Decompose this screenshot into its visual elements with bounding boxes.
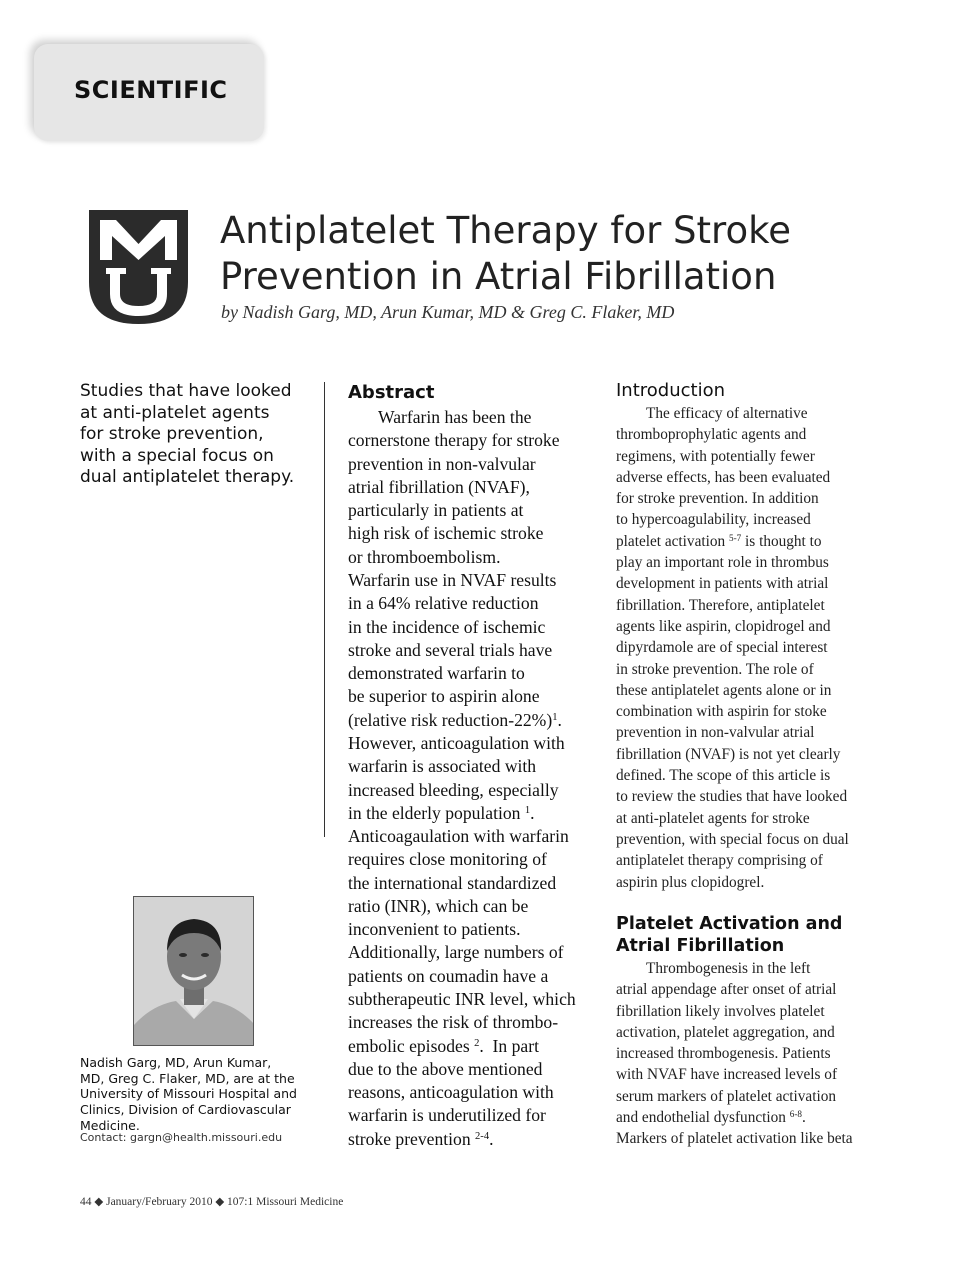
- pullquote-line: dual antiplatelet therapy.: [80, 467, 295, 487]
- section-tab: [34, 44, 264, 141]
- abstract-line: increases the risk of thrombo-: [348, 1012, 559, 1033]
- abstract-line: patients on coumadin have a: [348, 965, 549, 986]
- abstract-line: in the incidence of ischemic: [348, 616, 546, 637]
- abstract-line: particularly in patients at: [348, 500, 524, 521]
- intro-line: to review the studies that have looked: [616, 788, 848, 806]
- intro-line: to hypercoagulability, increased: [616, 511, 811, 529]
- abstract-line: the international standardized: [348, 872, 557, 893]
- intro-text: platelet activation: [616, 532, 729, 550]
- intro-line: these antiplatelet agents alone or in: [616, 681, 832, 699]
- platelet-section-body: [616, 958, 866, 1150]
- pull-quote: [80, 381, 315, 489]
- abstract-line: cornerstone therapy for stroke: [348, 430, 560, 451]
- abstract-line: in a 64% relative reduction: [348, 593, 539, 614]
- abstract-line: Warfarin use in NVAF results: [348, 569, 557, 590]
- abstract-line: stroke and several trials have: [348, 639, 553, 660]
- platelet-line: Thrombogenesis in the left: [646, 960, 811, 977]
- abstract-text: .: [489, 1128, 494, 1149]
- platelet-heading-line: Platelet Activation and: [616, 914, 843, 934]
- abstract-line: warfarin is underutilized for: [348, 1105, 546, 1126]
- pullquote-line: Studies that have looked: [80, 381, 292, 401]
- byline: by Nadish Garg, MD, Arun Kumar, MD & Greg C. Flaker, MD: [221, 302, 675, 322]
- intro-line: adverse effects, has been evaluated: [616, 468, 831, 486]
- reference-marker: 1: [524, 804, 531, 816]
- abstract-line: warfarin is associated with: [348, 756, 537, 777]
- reference-marker: 2-4: [475, 1130, 490, 1142]
- author-note-line: MD, Greg C. Flaker, MD, are at the: [80, 1070, 295, 1086]
- abstract-line: reasons, anticoagulation with: [348, 1082, 554, 1103]
- intro-line: [616, 531, 866, 552]
- abstract-line: demonstrated warfarin to: [348, 663, 525, 684]
- platelet-line: fibrillation likely involves platelet: [616, 1002, 825, 1020]
- abstract-line: [348, 709, 603, 732]
- contact-email: Contact: gargn@health.missouri.edu: [80, 1131, 283, 1144]
- intro-line: combination with aspirin for stoke: [616, 703, 827, 721]
- introduction-heading: Introduction: [616, 380, 726, 401]
- article-title: [220, 208, 920, 300]
- abstract-text: .: [530, 802, 535, 823]
- intro-line: defined. The scope of this article is: [616, 767, 831, 785]
- platelet-line: with NVAF have increased levels of: [616, 1066, 838, 1084]
- abstract-line: be superior to aspirin alone: [348, 686, 540, 707]
- reference-marker: 1: [552, 711, 558, 723]
- intro-line: The efficacy of alternative: [646, 405, 808, 422]
- intro-line: play an important role in thrombus: [616, 554, 829, 572]
- abstract-line: Additionally, large numbers of: [348, 942, 564, 963]
- intro-line: regimens, with potentially fewer: [616, 447, 815, 465]
- intro-line: prevention, with special focus on dual: [616, 830, 849, 848]
- introduction-body: [616, 403, 866, 893]
- abstract-line: [348, 1128, 603, 1151]
- platelet-line: serum markers of platelet activation: [616, 1087, 837, 1105]
- author-note-line: Clinics, Division of Cardiovascular: [80, 1102, 291, 1118]
- abstract-body: [348, 406, 603, 1151]
- abstract-text: in the elderly population: [348, 802, 525, 823]
- abstract-line: subtherapeutic INR level, which: [348, 989, 576, 1010]
- intro-line: antiplatelet therapy comprising of: [616, 852, 823, 870]
- intro-line: at anti-platelet agents for stroke: [616, 809, 810, 827]
- author-note-line: Nadish Garg, MD, Arun Kumar,: [80, 1055, 272, 1070]
- platelet-text: .: [801, 1109, 806, 1127]
- abstract-line: inconvenient to patients.: [348, 919, 521, 940]
- abstract-text: .: [557, 709, 562, 730]
- abstract-text: embolic episodes: [348, 1035, 475, 1056]
- platelet-heading-line: Atrial Fibrillation: [616, 935, 785, 956]
- university-logo: [89, 210, 188, 324]
- platelet-line: [616, 1107, 866, 1128]
- abstract-line: or thromboembolism.: [348, 546, 501, 567]
- abstract-line: Warfarin has been the: [378, 407, 532, 427]
- reference-marker: 6-8: [789, 1109, 802, 1120]
- platelet-line: increased thrombogenesis. Patients: [616, 1045, 831, 1063]
- abstract-text: In part: [483, 1035, 539, 1056]
- intro-line: aspirin plus clopidogrel.: [616, 873, 765, 891]
- intro-line: in stroke prevention. The role of: [616, 660, 814, 678]
- reference-marker: 5-7: [728, 532, 742, 543]
- intro-text: is thought to: [741, 532, 822, 550]
- abstract-line: increased bleeding, especially: [348, 779, 559, 800]
- reference-marker: 2: [474, 1037, 480, 1049]
- author-photo: [133, 896, 254, 1046]
- intro-line: fibrillation (NVAF) is not yet clearly: [616, 745, 841, 763]
- intro-line: for stroke prevention. In addition: [616, 490, 819, 508]
- platelet-line: Markers of platelet activation like beta: [616, 1130, 853, 1148]
- abstract-line: ratio (INR), which can be: [348, 895, 529, 916]
- abstract-line: [348, 802, 603, 825]
- intro-line: dipyrdamole are of special interest: [616, 639, 828, 657]
- abstract-line: atrial fibrillation (NVAF),: [348, 476, 530, 497]
- intro-line: fibrillation. Therefore, antiplatelet: [616, 596, 825, 614]
- intro-line: prevention in non-valvular atrial: [616, 724, 815, 742]
- abstract-line: prevention in non-valvular: [348, 453, 536, 474]
- author-note-line: University of Missouri Hospital and: [80, 1086, 297, 1102]
- abstract-line: due to the above mentioned: [348, 1058, 543, 1079]
- pullquote-line: at anti-platelet agents: [80, 402, 270, 423]
- platelet-line: activation, platelet aggregation, and: [616, 1023, 835, 1041]
- abstract-heading: Abstract: [348, 382, 435, 403]
- pullquote-line: for stroke prevention,: [80, 424, 264, 444]
- author-note-line: Medicine.: [80, 1117, 140, 1133]
- section-label: SCIENTIFIC: [74, 76, 228, 104]
- intro-line: thromboprophylatic agents and: [616, 426, 807, 444]
- platelet-text: and endothelial dysfunction: [616, 1109, 790, 1127]
- page-footer: 44 ◆ January/February 2010 ◆ 107:1 Missouri Medicine: [80, 1196, 344, 1208]
- abstract-text: .: [479, 1035, 484, 1056]
- abstract-line: requires close monitoring of: [348, 849, 547, 870]
- platelet-section-heading: [616, 914, 842, 957]
- abstract-text: stroke prevention: [348, 1128, 476, 1149]
- abstract-line: However, anticoagulation with: [348, 732, 565, 753]
- platelet-line: atrial appendage after onset of atrial: [616, 981, 837, 999]
- title-line-1: Antiplatelet Therapy for Stroke: [220, 209, 791, 252]
- title-line-2: Prevention in Atrial Fibrillation: [220, 255, 777, 298]
- intro-line: agents like aspirin, clopidrogel and: [616, 617, 831, 635]
- pullquote-line: with a special focus on: [80, 445, 274, 466]
- abstract-line: high risk of ischemic stroke: [348, 523, 544, 544]
- abstract-line: [348, 1035, 603, 1058]
- abstract-text: (relative risk reduction-22%): [348, 709, 553, 730]
- author-affiliation: [80, 1055, 320, 1134]
- intro-line: development in patients with atrial: [616, 575, 829, 593]
- column-divider: [324, 382, 325, 837]
- abstract-line: Anticoagaulation with warfarin: [348, 826, 569, 847]
